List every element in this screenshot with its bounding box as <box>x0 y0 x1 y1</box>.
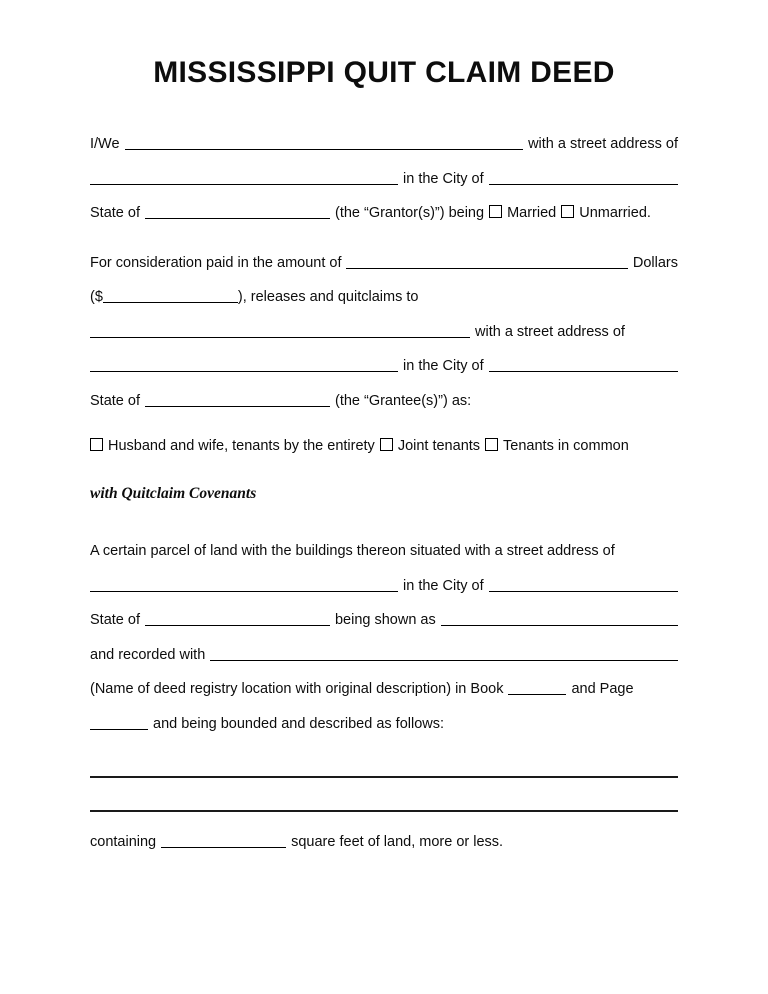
and-page-label: and Page <box>571 681 634 697</box>
grantee-street-address-label: with a street address of <box>475 323 625 340</box>
husband-wife-entirety-label: Husband and wife, tenants by the entirety <box>108 438 375 454</box>
grantor-street-address-label: with a street address of <box>528 136 678 152</box>
releases-quitclaims-label: ), releases and quitclaims to <box>237 289 419 305</box>
dollars-label: Dollars <box>632 254 678 271</box>
grantor-being-label: (the “Grantor(s)”) being <box>334 205 485 221</box>
registry-location-label: (Name of deed registry location with original description) in Book <box>90 681 504 697</box>
parcel-description-label: A certain parcel of land with the buildings thereon situated with a street address of <box>90 543 615 559</box>
grantee-name-blank[interactable] <box>90 337 470 338</box>
checkbox-husband-wife-entirety[interactable] <box>90 438 103 451</box>
tenancy-options-line <box>90 429 678 464</box>
property-city-blank[interactable] <box>489 591 678 592</box>
page-blank[interactable] <box>90 729 148 730</box>
grantee-address-city-line <box>90 349 678 384</box>
grantee-as-label: (the “Grantee(s)”) as: <box>334 392 472 409</box>
joint-tenants-label: Joint tenants <box>397 438 481 454</box>
square-feet-label: square feet of land, more or less. <box>291 834 504 850</box>
grantor-city-blank[interactable] <box>489 184 678 185</box>
registry-book-line <box>90 672 678 707</box>
description-line-1[interactable] <box>90 776 678 778</box>
grantor-address-city-line <box>90 162 678 197</box>
grantee-state-of-label: State of <box>90 392 140 409</box>
square-feet-blank[interactable] <box>161 847 286 848</box>
property-address-city-line <box>90 569 678 604</box>
grantor-state-of-label: State of <box>90 205 140 221</box>
description-line-2[interactable] <box>90 810 678 812</box>
page-bounded-line <box>90 707 678 742</box>
property-state-blank[interactable] <box>145 625 330 626</box>
containing-line <box>90 825 678 860</box>
grantor-in-city-of-label: in the City of <box>403 170 484 187</box>
grantor-street-address-blank[interactable] <box>90 184 398 185</box>
checkbox-tenants-in-common[interactable] <box>485 438 498 451</box>
document-title: MISSISSIPPI QUIT CLAIM DEED <box>153 56 615 89</box>
covenants-line <box>90 477 678 512</box>
checkbox-married[interactable] <box>489 205 502 218</box>
dollar-paren-label: ($ <box>90 289 103 305</box>
grantee-city-blank[interactable] <box>489 371 678 372</box>
recorded-with-line <box>90 638 678 673</box>
tenants-in-common-label: Tenants in common <box>503 438 629 454</box>
property-in-city-of-label: in the City of <box>403 577 484 594</box>
being-shown-as-label: being shown as <box>334 612 436 628</box>
grantor-name-blank[interactable] <box>125 149 524 150</box>
checkbox-unmarried[interactable] <box>561 205 574 218</box>
grantor-name-line <box>90 127 678 162</box>
book-blank[interactable] <box>508 694 566 695</box>
married-label: Married <box>507 205 557 221</box>
unmarried-label: Unmarried. <box>579 205 651 221</box>
consideration-amount-numeric-blank[interactable] <box>103 302 238 303</box>
property-parcel-line <box>90 534 678 569</box>
grantor-state-blank[interactable] <box>145 218 330 219</box>
grantee-state-line <box>90 384 678 419</box>
grantor-state-marital-line <box>90 196 678 231</box>
property-street-address-blank[interactable] <box>90 591 398 592</box>
consideration-amount-words-blank[interactable] <box>346 268 627 269</box>
grantee-name-line <box>90 315 678 350</box>
property-state-shown-line <box>90 603 678 638</box>
consideration-prefix-label: For consideration paid in the amount of <box>90 254 342 271</box>
i-we-label: I/We <box>90 136 120 152</box>
quitclaim-covenants-label: with Quitclaim Covenants <box>90 484 257 502</box>
containing-label: containing <box>90 834 157 850</box>
recorded-with-blank[interactable] <box>210 660 678 661</box>
consideration-numeric-line <box>90 280 678 315</box>
and-recorded-with-label: and recorded with <box>90 646 206 663</box>
property-shown-as-blank[interactable] <box>441 625 678 626</box>
grantee-in-city-of-label: in the City of <box>403 358 484 374</box>
bounded-described-label: and being bounded and described as follows: <box>153 715 445 732</box>
consideration-amount-line <box>90 246 678 281</box>
checkbox-joint-tenants[interactable] <box>380 438 393 451</box>
grantee-street-address-blank[interactable] <box>90 371 398 372</box>
grantee-state-blank[interactable] <box>145 406 330 407</box>
property-state-of-label: State of <box>90 612 140 628</box>
